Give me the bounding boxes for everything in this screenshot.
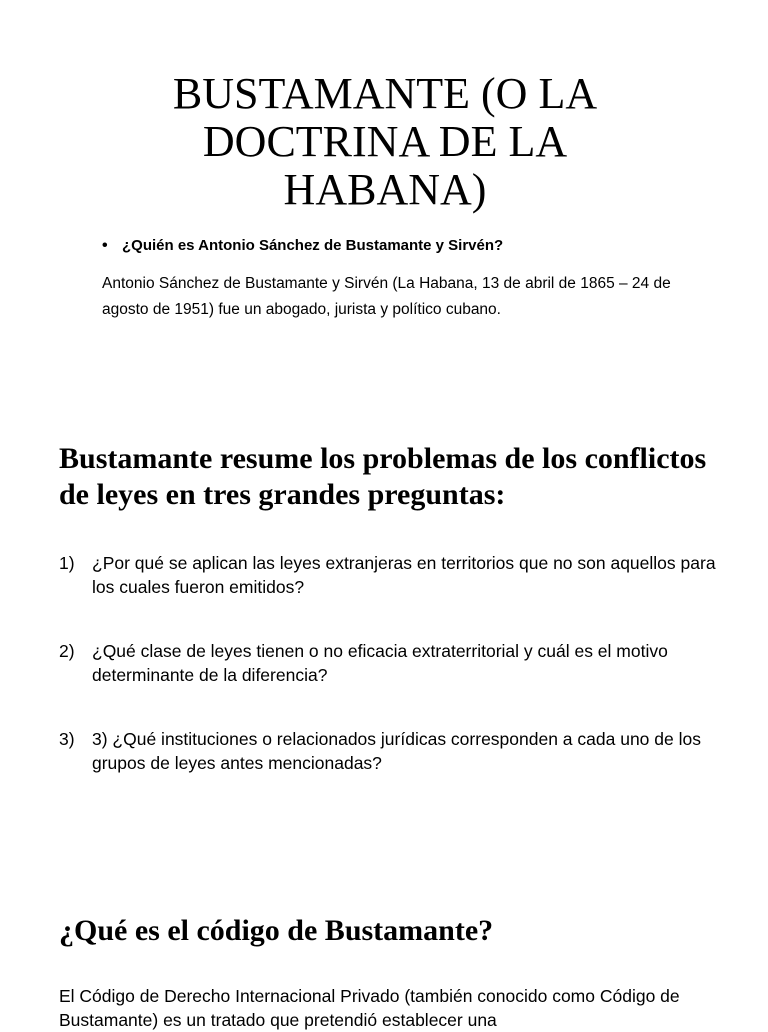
questions-list <box>59 551 719 815</box>
codigo-paragraph: El Código de Derecho Internacional Privado (también conocido como Código de Bustamante) es un tratado que pretendió establecer una <box>59 986 680 1030</box>
list-item <box>59 639 719 687</box>
list-item <box>59 727 719 775</box>
bullet-icon: • <box>102 237 108 254</box>
list-item-text: ¿Por qué se aplican las leyes extranjeras en territorios que no son aquellos para los cuales fueron emitidos? <box>92 553 716 597</box>
bullet-text: ¿Quién es Antonio Sánchez de Bustamante y Sirvén? <box>122 237 504 254</box>
section-heading-problems: Bustamante resume los problemas de los conflictos de leyes en tres grandes preguntas: <box>59 442 707 511</box>
list-item-number: 2) <box>59 641 75 661</box>
section-heading-codigo: ¿Qué es el código de Bustamante? <box>59 914 494 947</box>
page-title: BUSTAMANTE (O LA DOCTRINA DE LA HABANA) <box>172 69 598 214</box>
list-item-number: 1) <box>59 553 75 573</box>
list-item-text: 3) ¿Qué instituciones o relacionados jurídicas corresponden a cada uno de los grupos de leyes antes mencionadas? <box>92 729 701 773</box>
list-item-number: 3) <box>59 729 75 749</box>
list-item-text: ¿Qué clase de leyes tienen o no eficacia extraterritorial y cuál es el motivo determinante de la diferencia? <box>92 641 668 685</box>
biography-paragraph: Antonio Sánchez de Bustamante y Sirvén (La Habana, 13 de abril de 1865 – 24 de agosto de 1951) fue un abogado, jurista y político cubano. <box>102 275 671 318</box>
question-bullet <box>102 236 702 256</box>
list-item <box>59 551 719 599</box>
